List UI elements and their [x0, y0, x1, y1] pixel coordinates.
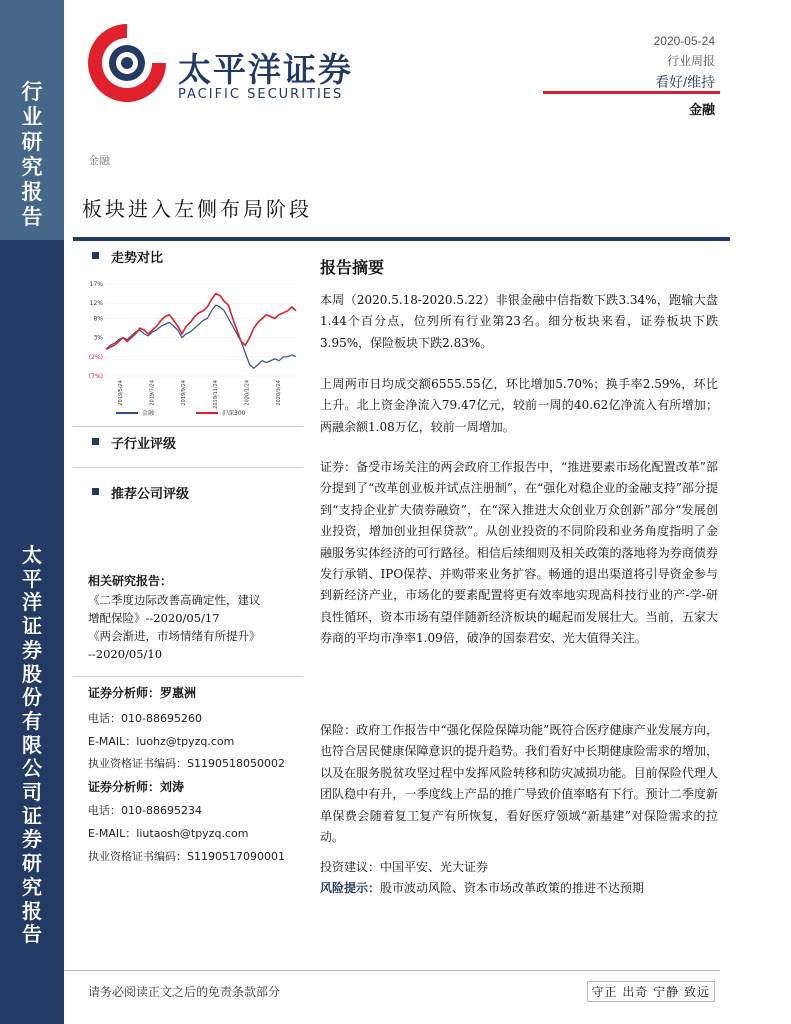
sidebar-bottom-char: 司 — [22, 780, 42, 805]
analyst-phone: 电话：010-88695234 — [88, 804, 202, 817]
sidebar-bottom-char: 太 — [22, 543, 42, 567]
y-tick-label: 17% — [89, 281, 103, 288]
recommend-heading: 推荐公司评级 — [111, 487, 190, 502]
y-tick-label: 8% — [93, 315, 103, 323]
sidebar-bottom-char: 公 — [22, 756, 42, 781]
sidebar-bottom-char: 券 — [22, 637, 42, 662]
sub-industry-heading: 子行业评级 — [111, 437, 177, 452]
report-date: 2020-05-24 — [653, 34, 715, 48]
sector-label: 金融 — [88, 155, 110, 167]
sidebar-top — [0, 0, 64, 240]
sidebar-top-text — [0, 80, 64, 230]
header-red-line — [543, 91, 720, 94]
summary-paragraph-4: 保险：政府工作报告中“强化保险保障功能”既符合医疗健康产业发展方向，也符合居民健康保障意识的提升趋势。我们看好中长期健康险需求的增加，以及在服务脱贫攻坚过程中发挥风险转移和防灾减损功能。目前保险代理人团队稳中有升，一季度线上产品的推广导致价值率略有下行。预计二季度新单保费会随着复工复产有所恢复，看好医疗领域“新基建”对保险需求的拉动。 — [320, 723, 718, 845]
footer-motto: 守正 出奇 宁静 致远 — [587, 981, 715, 1002]
analyst-phone: 电话：010-88695260 — [88, 712, 202, 725]
related-line: 《两会渐进，市场情绪有所提升》 — [88, 629, 261, 643]
sidebar-bottom-char: 证 — [22, 614, 42, 639]
x-tick-label: 2020/1/24 — [244, 380, 251, 406]
risk-text: 股市波动风险、资本市场改革政策的推进不达预期 — [380, 881, 645, 895]
sidebar-bottom-char: 份 — [22, 685, 42, 710]
legend-label: 沪深300 — [222, 410, 246, 417]
sidebar-bottom-char: 平 — [22, 566, 42, 591]
risk-warning — [320, 878, 718, 899]
sidebar-top-char: 行 — [21, 80, 43, 104]
risk-label: 风险提示： — [320, 881, 381, 895]
y-tick-label: (2%) — [88, 353, 103, 361]
sidebar-bottom-char: 告 — [22, 922, 42, 947]
series-line-沪深300 — [106, 294, 296, 350]
title-divider — [73, 237, 730, 241]
analyst-cert: 执业资格证书编码：S1190518050002 — [88, 757, 285, 770]
summary-paragraph-2: 上周两市日均成交额6555.55亿，环比增加5.70%；换手率2.59%，环比上升。北上资金净流入79.47亿元，较前一周的40.62亿净流入有所增加；两融余额1.08万亿，较前一周增加。 — [320, 377, 718, 434]
sidebar-top-char: 究 — [21, 155, 43, 179]
y-tick-label: 12% — [89, 300, 103, 308]
footer-line — [64, 970, 720, 971]
sidebar-bottom-char: 洋 — [22, 590, 42, 615]
sidebar-bottom-char: 券 — [22, 827, 42, 852]
related-line: 《二季度边际改善高确定性，建议 — [88, 593, 261, 607]
x-tick-label: 2019/5/24 — [117, 380, 124, 406]
logo-cn: 太平洋证券 — [178, 50, 353, 89]
analyst-name: 证券分析师：刘涛 — [88, 780, 185, 794]
legend-label: 金融 — [142, 410, 155, 417]
investment-advice: 投资建议：中国平安、光大证券 — [320, 860, 489, 874]
sidebar-bottom — [0, 240, 64, 1024]
company-logo — [82, 18, 172, 108]
header-sector: 金融 — [688, 102, 715, 117]
sidebar-top-char: 业 — [21, 105, 43, 129]
divider — [73, 426, 303, 427]
sidebar-top-char: 告 — [21, 205, 43, 229]
summary-paragraph-3: 证券：备受市场关注的两会政府工作报告中，“推进要素市场化配置改革”部分提到了“改革创业板并试点注册制”，在“强化对稳企业的金融支持”部分提到“支持企业扩大债券融资”，在“深入推进大众创业万众创新”部分“发展创业投资，增加创业担保贷款”。从创业投资的不同阶段和业务角度指明了金融服务实体经济的可行路径。相信后续细则及相关政策的落地将为券商债券发行承销、IPO保荐、并购带来业务扩容。畅通的退出渠道将引导资金参与到新经济产业，市场化的要素配置将更有效率地实现高科技行业的产-学-研良性循环，资本市场有望伴随新经济板块的崛起而发展壮大。当前，五家大券商的平均市净率1.09倍，破净的国泰君安、光大值得关注。 — [320, 460, 718, 646]
x-tick-label: 2019/7/24 — [149, 380, 156, 406]
sidebar-bottom-char: 研 — [22, 851, 42, 876]
x-tick-label: 2020/3/24 — [276, 380, 283, 406]
sidebar-top-char: 报 — [21, 180, 43, 204]
logo-en: PACIFIC SECURITIES — [178, 87, 344, 102]
analyst-email: E-MAIL：liutaosh@tpyzq.com — [88, 827, 249, 840]
sidebar-bottom-char: 限 — [22, 732, 42, 757]
analyst-email: E-MAIL：luohz@tpyzq.com — [88, 735, 235, 748]
report-title: 板块进入左侧布局阶段 — [82, 197, 312, 221]
industry-rating: 看好/维持 — [655, 74, 715, 90]
sidebar-bottom-char: 报 — [22, 898, 42, 923]
sidebar-bottom-char: 究 — [22, 874, 42, 899]
divider — [73, 467, 303, 468]
sidebar-bottom-char: 有 — [22, 708, 42, 733]
related-title: 相关研究报告： — [88, 574, 173, 588]
related-line: 增配保险》--2020/05/17 — [88, 611, 220, 625]
y-tick-label: (7%) — [88, 373, 103, 380]
analyst-cert: 执业资格证书编码：S1190517090001 — [88, 850, 285, 863]
trend-chart — [76, 272, 306, 422]
x-tick-label: 2019/11/24 — [212, 380, 219, 409]
sidebar-bottom-text — [0, 544, 64, 947]
report-type: 行业周报 — [666, 54, 715, 68]
footer-disclaimer: 请务必阅读正文之后的免责条款部分 — [88, 985, 281, 999]
sidebar-bottom-char: 证 — [22, 803, 42, 828]
y-tick-label: 3% — [93, 334, 103, 342]
summary-paragraph-1: 本周（2020.5.18-2020.5.22）非银金融中信指数下跌3.34%，跑输大盘1.44个百分点，位列所有行业第23名。细分板块来看，证券板块下跌3.95%，保险板块下跌2.83%。 — [320, 293, 718, 350]
x-tick-label: 2019/9/24 — [181, 380, 188, 406]
sidebar-bottom-char: 股 — [22, 661, 42, 686]
summary-title: 报告摘要 — [320, 258, 385, 277]
sidebar-top-char: 研 — [21, 130, 43, 154]
analyst-name: 证券分析师：罗惠洲 — [88, 686, 197, 700]
trend-heading: 走势对比 — [111, 251, 164, 266]
divider — [73, 676, 303, 677]
related-line: --2020/05/10 — [88, 647, 163, 661]
